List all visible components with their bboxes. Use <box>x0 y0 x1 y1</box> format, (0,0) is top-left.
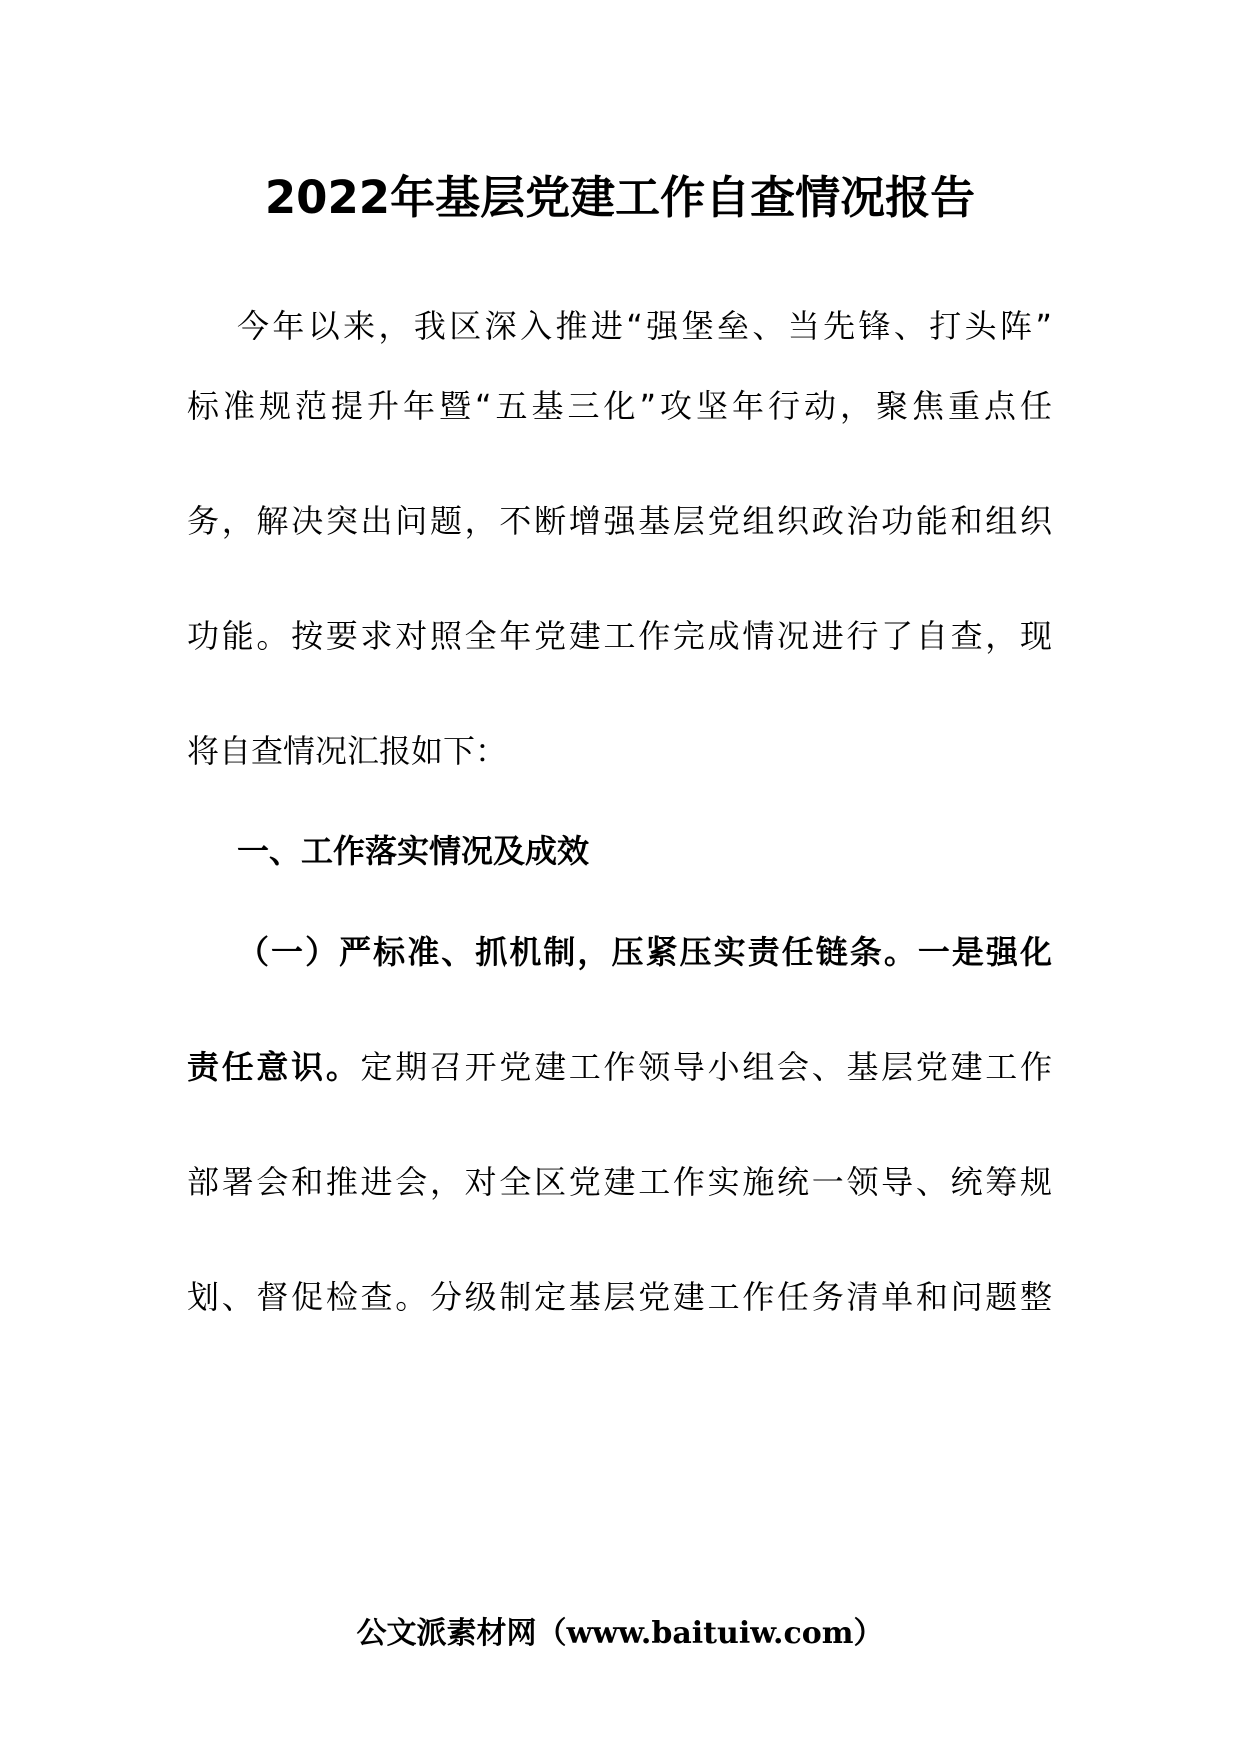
subsection-heading: （一）严标准、抓机制，压紧压实责任链条。一是强化 <box>237 933 1052 971</box>
footer-watermark: 公文派素材网（www.baituiw.com） <box>356 1616 884 1651</box>
body-line: 部署会和推进会，对全区党建工作实施统一领导、统筹规 <box>187 1163 1052 1201</box>
body-line <box>187 1042 1052 1092</box>
body-line: 划、督促检查。分级制定基层党建工作任务清单和问题整 <box>187 1278 1052 1316</box>
body-line: 将自查情况汇报如下： <box>187 732 508 770</box>
body-text: 定期召开党建工作领导小组会、基层党建工作 <box>360 1048 1052 1086</box>
body-line: 今年以来，我区深入推进“强堡垒、当先锋、打头阵” <box>237 307 1052 345</box>
emphasis-text: 责任意识。 <box>187 1048 361 1086</box>
body-line: 功能。按要求对照全年党建工作完成情况进行了自查，现 <box>187 617 1052 655</box>
body-line: 务，解决突出问题，不断增强基层党组织政治功能和组织 <box>187 502 1052 540</box>
body-line: 标准规范提升年暨“五基三化”攻坚年行动，聚焦重点任 <box>187 387 1052 425</box>
section-heading: 一、工作落实情况及成效 <box>237 832 590 870</box>
document-title: 2022年基层党建工作自查情况报告 <box>264 171 976 224</box>
